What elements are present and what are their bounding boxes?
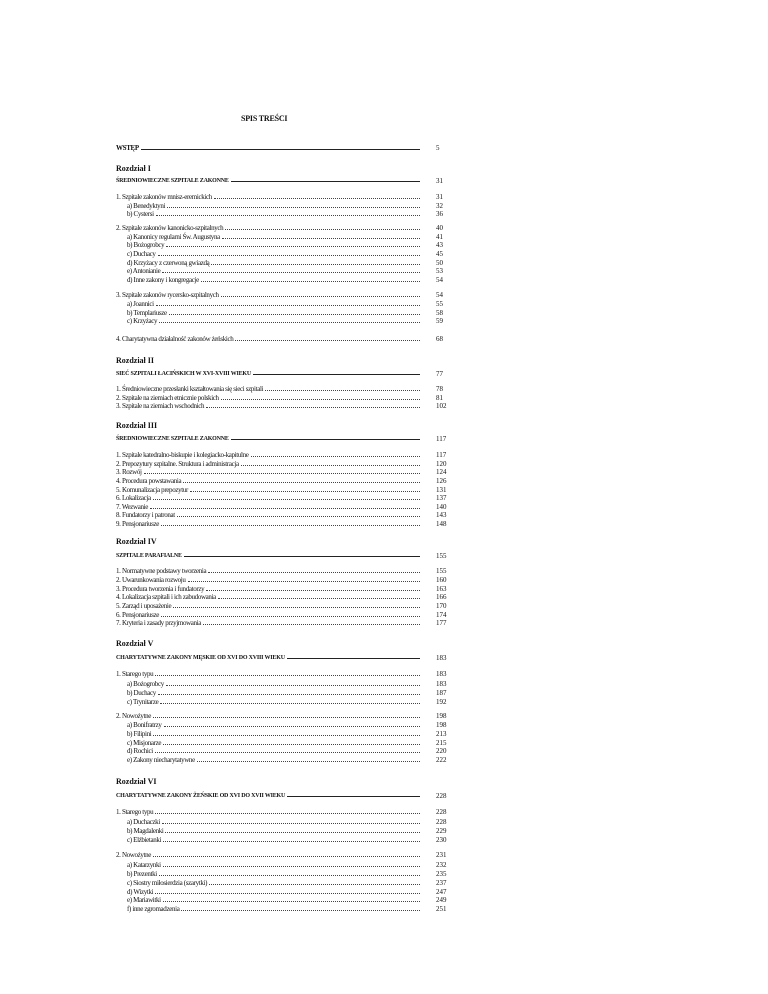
entry-label: a) Benedyktyni	[127, 202, 166, 210]
page-number: 163	[436, 585, 447, 593]
page-number: 31	[436, 193, 443, 201]
chapter-heading: Rozdział IV	[116, 537, 157, 546]
leader-dots	[222, 233, 420, 239]
leader-dots	[153, 712, 420, 718]
leader-dots	[160, 698, 420, 704]
leader-dots	[203, 619, 420, 625]
toc-entry	[127, 689, 422, 698]
leader-dots	[161, 611, 420, 617]
entry-label: e) Zakony niecharytatywne	[127, 756, 195, 764]
section-title-row	[116, 370, 422, 379]
page-number: 137	[436, 494, 447, 502]
page-number: 249	[436, 896, 447, 904]
entry-label: a) Bonifratrzy	[127, 721, 162, 729]
page-number: 247	[436, 888, 447, 896]
leader-dots	[165, 827, 420, 833]
leader-dots	[221, 291, 420, 297]
entry-label: d) Rochici	[127, 747, 153, 755]
entry-label: 1. Szpitale katedralno-biskupie i kolegiacko-kapitulne	[116, 451, 249, 459]
leader-dots	[241, 460, 420, 466]
entry-label: a) Joannici	[127, 300, 154, 308]
page-title: SPIS TREŚCI	[241, 114, 288, 123]
leader-dots	[169, 309, 420, 315]
entry-label: 9. Pensjonariusze	[116, 520, 160, 528]
entry-label: a) Kanonicy regularni Św. Augustyna	[127, 233, 220, 241]
leader-dots	[155, 888, 420, 894]
entry-label: 2. Szpitale zakonów kanonicko-szpitalnych	[116, 224, 224, 232]
entry-label: 4. Lokalizacja szpitali i ich zabudowania	[116, 593, 216, 601]
entry-label: 1. Szpitale zakonów mnisz-eremickich	[116, 193, 212, 201]
page-number: 55	[436, 300, 443, 308]
toc-entry	[116, 451, 422, 460]
page-number: 232	[436, 861, 447, 869]
leader-dots	[159, 870, 420, 876]
page-number: 32	[436, 202, 443, 210]
toc-entry	[127, 870, 422, 879]
leader-dots	[214, 193, 420, 199]
toc-entry	[116, 402, 422, 411]
page-number: 78	[436, 385, 443, 393]
page-number: 77	[436, 370, 443, 378]
toc-entry	[116, 567, 422, 576]
toc-entry	[127, 861, 422, 870]
toc-entry	[127, 730, 422, 739]
leader-dots	[144, 468, 420, 474]
leader-dots	[208, 567, 420, 573]
section-title-row	[116, 792, 422, 801]
entry-label: f) inne zgromadzenia	[127, 905, 180, 913]
leader-dots	[141, 145, 420, 150]
page-number: 174	[436, 611, 447, 619]
entry-label: 5. Komunalizacja prepozytur	[116, 486, 188, 494]
chapter-heading: Rozdział I	[116, 164, 151, 173]
page-number: 53	[436, 267, 443, 275]
toc-entry	[116, 576, 422, 585]
toc-entry	[116, 385, 422, 394]
page-number: 166	[436, 593, 447, 601]
entry-label: a) Duchaczki	[127, 818, 160, 826]
entry-label: d) Inne zakony i kongregacje	[127, 276, 199, 284]
leader-dots	[221, 394, 420, 400]
entry-label: 3. Procedura tworzenia i fundatorzy	[116, 585, 205, 593]
leader-dots	[218, 593, 420, 599]
toc-entry	[116, 335, 422, 344]
toc-entry	[116, 224, 422, 233]
toc-entry	[116, 477, 422, 486]
leader-dots	[150, 503, 420, 509]
entry-label: 1. Średniowieczne przesłanki kształtowania się sieci szpitali	[116, 385, 264, 393]
page-number: 140	[436, 503, 447, 511]
section-title-row	[116, 654, 422, 663]
leader-dots	[173, 602, 420, 608]
page-number: 183	[436, 680, 447, 688]
page-number: 222	[436, 756, 447, 764]
leader-dots	[156, 300, 420, 306]
toc-entry	[116, 511, 422, 520]
toc-entry	[127, 317, 422, 326]
page-number: 187	[436, 689, 447, 697]
toc-entry	[127, 241, 422, 250]
entry-label: d) Krzyżacy z czerwoną gwiazdą	[127, 259, 210, 267]
entry-label: a) Bożogrobcy	[127, 680, 164, 688]
leader-dots	[163, 836, 420, 842]
page-number: 5	[436, 144, 440, 152]
chapter-heading: Rozdział VI	[116, 777, 157, 786]
page-number: 228	[436, 808, 447, 816]
leader-dots	[190, 486, 420, 492]
leader-dots	[201, 276, 420, 282]
entry-label: a) Katarzynki	[127, 861, 161, 869]
toc-entry	[116, 602, 422, 611]
leader-dots	[158, 250, 420, 256]
toc-entry	[127, 747, 422, 756]
page-number: 124	[436, 468, 447, 476]
toc-entry	[116, 468, 422, 477]
leader-dots	[231, 435, 420, 440]
page-number: 45	[436, 250, 443, 258]
toc-entry	[116, 851, 422, 860]
page-number: 177	[436, 619, 447, 627]
page-number: 41	[436, 233, 443, 241]
leader-dots	[166, 241, 420, 247]
page-number: 215	[436, 739, 447, 747]
page-number: 68	[436, 335, 443, 343]
page-number: 58	[436, 309, 443, 317]
entry-label: 2. Nowożytne	[116, 851, 152, 859]
leader-dots	[156, 210, 420, 216]
entry-label: 8. Fundatorzy i patronat	[116, 511, 175, 519]
leader-dots	[163, 861, 420, 867]
toc-entry	[127, 721, 422, 730]
page-number: 117	[436, 435, 447, 443]
leader-dots	[163, 896, 420, 902]
leader-dots	[159, 317, 420, 323]
entry-label: 1. Starego typu	[116, 808, 154, 816]
leader-dots	[177, 511, 420, 517]
chapter-heading: Rozdział III	[116, 421, 158, 430]
entry-label: 3. Szpitale zakonów rycersko-szpitalnych	[116, 291, 219, 299]
entry-label: 2. Uwarunkowania rozwoju	[116, 576, 186, 584]
entry-label: 7. Kryteria i zasady przyjmowania	[116, 619, 202, 627]
leader-dots	[206, 585, 420, 591]
page-number: 228	[436, 818, 447, 826]
page-number: 155	[436, 567, 447, 575]
page-number: 148	[436, 520, 447, 528]
toc-entry	[116, 520, 422, 529]
page-number: 143	[436, 511, 447, 519]
entry-label: 6. Lokalizacja	[116, 494, 151, 502]
entry-label: 4. Procedura powstawania	[116, 477, 182, 485]
leader-dots	[197, 756, 420, 762]
leader-dots	[155, 747, 420, 753]
page-number: 183	[436, 654, 447, 662]
leader-dots	[253, 370, 420, 375]
page-number: 131	[436, 486, 447, 494]
toc-entry	[116, 808, 422, 817]
section-title-row	[116, 435, 422, 444]
leader-dots	[155, 808, 420, 814]
section-title: SZPITALE PARAFIALNE	[116, 553, 182, 559]
leader-dots	[188, 576, 420, 582]
leader-dots	[153, 730, 420, 736]
leader-dots	[251, 451, 420, 457]
entry-label: 3. Szpitale na ziemiach wschodnich	[116, 402, 205, 410]
leader-dots	[153, 494, 420, 500]
entry-label: b) Magdalenki	[127, 827, 164, 835]
leader-dots	[231, 177, 420, 182]
leader-dots	[225, 224, 420, 230]
leader-dots	[163, 739, 420, 745]
chapter-heading: Rozdział V	[116, 639, 154, 648]
entry-label: b) Prezentki	[127, 870, 157, 878]
leader-dots	[153, 851, 420, 857]
leader-dots	[162, 818, 420, 824]
toc-entry	[116, 619, 422, 628]
leader-dots	[287, 792, 420, 797]
section-title-row	[116, 177, 422, 186]
toc-entry	[116, 670, 422, 679]
page-number: 120	[436, 460, 447, 468]
entry-label: b) Filipini	[127, 730, 152, 738]
page-number: 43	[436, 241, 443, 249]
entry-label: c) Elżbietanki	[127, 836, 162, 844]
toc-entry	[116, 291, 422, 300]
page-number: 198	[436, 712, 447, 720]
entry-label: 1. Starego typu	[116, 670, 154, 678]
toc-entry	[127, 680, 422, 689]
toc-entry	[116, 712, 422, 721]
page-number: 235	[436, 870, 447, 878]
page-number: 40	[436, 224, 443, 232]
toc-entry	[116, 494, 422, 503]
entry-label: b) Cystersi	[127, 210, 154, 218]
leader-dots	[235, 335, 420, 341]
chapter-heading: Rozdział II	[116, 356, 154, 365]
page-number: 117	[436, 451, 447, 459]
section-title: CHARYTATYWNE ZAKONY ŻEŃSKIE OD XVI DO XVII WIEKU	[116, 793, 286, 799]
entry-label: c) Duchacy	[127, 250, 156, 258]
leader-dots	[166, 680, 420, 686]
toc-entry	[127, 267, 422, 276]
leader-dots	[155, 670, 420, 676]
page-number: 229	[436, 827, 447, 835]
leader-dots	[161, 520, 420, 526]
page-number: 54	[436, 276, 443, 284]
page-number: 228	[436, 792, 447, 800]
page-number: 183	[436, 670, 447, 678]
entry-label: 3. Rozwój	[116, 468, 142, 476]
toc-entry	[127, 827, 422, 836]
page-number: 126	[436, 477, 447, 485]
page-number: 54	[436, 291, 443, 299]
page-number: 251	[436, 905, 447, 913]
entry-label: e) Mariawitki	[127, 896, 161, 904]
entry-label: b) Duchacy	[127, 689, 156, 697]
page-number: 31	[436, 177, 443, 185]
leader-dots	[211, 259, 420, 265]
toc-entry	[127, 756, 422, 765]
leader-dots	[209, 879, 420, 885]
toc-entry	[127, 210, 422, 219]
page-number: 220	[436, 747, 447, 755]
entry-label: 6. Pensjonariusze	[116, 611, 160, 619]
leader-dots	[164, 721, 420, 727]
section-title-row	[116, 552, 422, 561]
page-number: 230	[436, 836, 447, 844]
entry-label: 1. Normatywne podstawy tworzenia	[116, 567, 207, 575]
entry-label: d) Wizytki	[127, 888, 154, 896]
toc-entry	[127, 300, 422, 309]
page-number: 170	[436, 602, 447, 610]
page-number: 155	[436, 552, 447, 560]
entry-label: c) Siostry miłosierdzia (szarytki)	[127, 879, 208, 887]
page-number: 231	[436, 851, 447, 859]
leader-dots	[206, 402, 420, 408]
page-number: 198	[436, 721, 447, 729]
entry-label: 2. Prepozytury szpitalne. Struktura i administracja	[116, 460, 239, 468]
toc-entry	[127, 276, 422, 285]
toc-entry	[116, 193, 422, 202]
entry-label: c) Trynitarze	[127, 698, 159, 706]
leader-dots	[158, 689, 420, 695]
entry-label: c) Krzyżacy	[127, 317, 158, 325]
toc-entry	[116, 144, 422, 153]
page-number: 160	[436, 576, 447, 584]
toc-entry	[116, 593, 422, 602]
section-title: ŚREDNIOWIECZNE SZPITALE ZAKONNE	[116, 436, 229, 442]
toc-entry	[127, 836, 422, 845]
toc-entry	[127, 250, 422, 259]
page-number: 237	[436, 879, 447, 887]
leader-dots	[167, 202, 420, 208]
leader-dots	[287, 654, 420, 659]
entry-label: c) Misjonarze	[127, 739, 162, 747]
section-title: ŚREDNIOWIECZNE SZPITALE ZAKONNE	[116, 178, 229, 184]
entry-label: b) Bożogrobcy	[127, 241, 165, 249]
leader-dots	[184, 552, 420, 557]
page-number: 36	[436, 210, 443, 218]
entry-label: 5. Zarząd i uposażenie	[116, 602, 172, 610]
toc-entry	[127, 818, 422, 827]
page-number: 81	[436, 394, 443, 402]
page-number: 102	[436, 402, 447, 410]
page-number: 59	[436, 317, 443, 325]
leader-dots	[181, 905, 420, 911]
leader-dots	[183, 477, 420, 483]
toc-entry	[127, 698, 422, 707]
entry-label: 2. Szpitale na ziemiach etnicznie polskich	[116, 394, 219, 402]
page-number: 192	[436, 698, 447, 706]
entry-label: e) Antonianie	[127, 267, 161, 275]
entry-label: 4. Charytatywna działalność zakonów żeńskich	[116, 335, 234, 343]
entry-label: WSTĘP	[116, 144, 139, 152]
section-title: CHARYTATYWNE ZAKONY MĘSKIE OD XVI DO XVIII WIEKU	[116, 655, 285, 661]
page-number: 213	[436, 730, 447, 738]
leader-dots	[162, 267, 420, 273]
leader-dots	[265, 385, 420, 391]
toc-entry	[127, 905, 422, 914]
toc-entry	[127, 879, 422, 888]
section-title: SIEĆ SZPITALI ŁACIŃSKICH W XVI-XVIII WIEKU	[116, 371, 252, 377]
entry-label: 2. Nowożytne	[116, 712, 152, 720]
toc-entry	[127, 896, 422, 905]
entry-label: b) Templariusze	[127, 309, 167, 317]
entry-label: 7. Wezwanie	[116, 503, 148, 511]
page-number: 50	[436, 259, 443, 267]
